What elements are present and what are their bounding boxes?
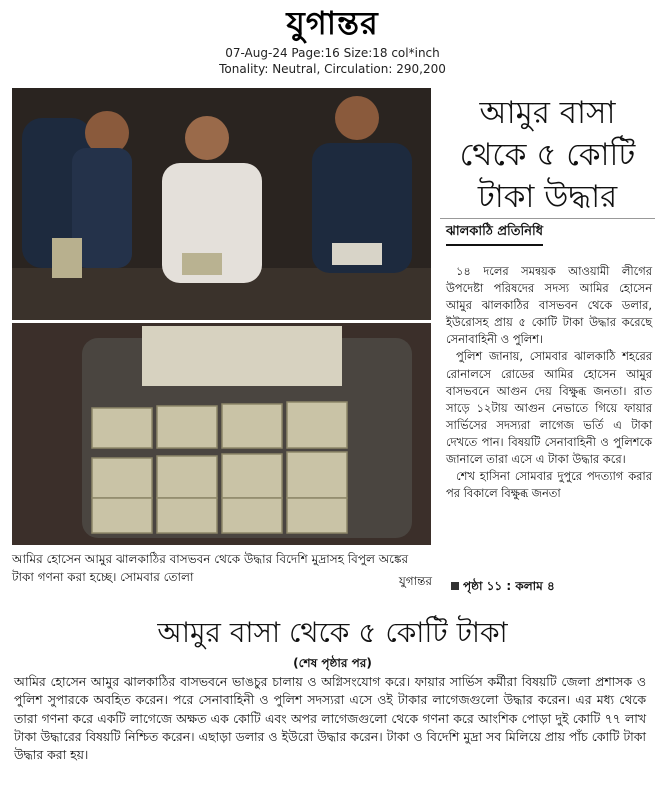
photo-illustration — [12, 88, 431, 545]
divider — [440, 218, 655, 219]
newspaper-logo: যুগান্তর — [286, 4, 379, 42]
headline-line: টাকা উদ্ধার — [477, 179, 618, 215]
body-paragraph: ১৪ দলের সমন্বয়ক আওয়ামী লীগের উপদেষ্টা পরিষদের সদস্য আমির হোসেন আমুর ঝালকাঠির বাসভবন থেকে ডলার, ইউরোসহ প্রায় ৫ কোটি টাকা উদ্ধার করেছে সেনাবাহিনী ও পুলিশ। — [446, 264, 652, 347]
article-headline — [440, 92, 655, 218]
article-byline: ঝালকাঠি প্রতিনিধি — [446, 222, 543, 246]
body-paragraph: পুলিশ জানায়, সোমবার ঝালকাঠি শহরের রোনালসে রোডের আমির হোসেন আমুর বাসভবনে আগুন দেয় বিক্ষুব্ধ জনতা। রাত সাড়ে ১২টায় আগুন নেভাতে গিয়ে ফায়ার সার্ভিসের সদস্যরা লাগেজ ভর্তি এ টাকা দেখতে পান। বিষয়টি সেনাবাহিনী ও পুলিশকে জানালে তারা এসে এ টাকা উদ্ধার করে। — [446, 349, 652, 467]
clipping-meta-tonality: Tonality: Neutral, Circulation: 290,200 — [219, 62, 446, 76]
continuation-body: আমির হোসেন আমুর ঝালকাঠির বাসভবনে ভাঙচুর চালায় ও অগ্নিসংযোগ করে। ফায়ার সার্ভিস কর্মীরা বিষয়টি জেলা প্রশাসক ও পুলিশ সুপারকে অবহিত করেন। পরে সেনাবাহিনী ও পুলিশ সদস্যরা এসে ওই টাকার লাগেজগুলো উদ্ধার করেন। এর মধ্য থেকে তারা গণনা করে একটি লাগেজে অক্ষত এক কোটি এবং অপর লাগেজগুলো থেকে গণনা করে আংশিক পোড়া দুই কোটি ৭৭ লাখ টাকা উদ্ধারের বিষয়টি নিশ্চিত করেন। এছাড়া ডলার ও ইউরো উদ্ধার করেন। টাকা ও বিদেশি মুদ্রা সব মিলিয়ে প্রায় পাঁচ কোটি টাকা উদ্ধার করা হয়। — [14, 674, 646, 763]
photo-caption-text: আমির হোসেন আমুর ঝালকাঠির বাসভবন থেকে উদ্ধার বিদেশি মুদ্রাসহ বিপুল অঙ্কের টাকা গণনা করা হচ্ছে। সোমবার তোলা — [12, 552, 409, 584]
continued-on-text: পৃষ্ঠা ১১ : কলাম ৪ — [463, 579, 555, 593]
square-bullet-icon — [451, 582, 459, 590]
continued-on-note — [451, 578, 555, 598]
headline-line: আমুর বাসা — [479, 95, 616, 131]
clipping-meta-date-page: 07-Aug-24 Page:16 Size:18 col*inch — [225, 46, 440, 60]
continuation-subhead: (শেষ পৃষ্ঠার পর) — [293, 656, 372, 670]
masthead — [0, 0, 665, 80]
photo-caption — [12, 550, 432, 592]
body-paragraph: শেখ হাসিনা সোমবার দুপুরে পদত্যাগ করার পর বিকালে বিক্ষুব্ধ জনতা — [446, 469, 652, 501]
news-photo — [12, 88, 431, 545]
headline-line: থেকে ৫ কোটি — [459, 137, 636, 173]
photo-credit: যুগান্তর — [398, 574, 432, 588]
article-body — [446, 263, 652, 502]
continuation-headline: আমুর বাসা থেকে ৫ কোটি টাকা — [157, 616, 508, 649]
